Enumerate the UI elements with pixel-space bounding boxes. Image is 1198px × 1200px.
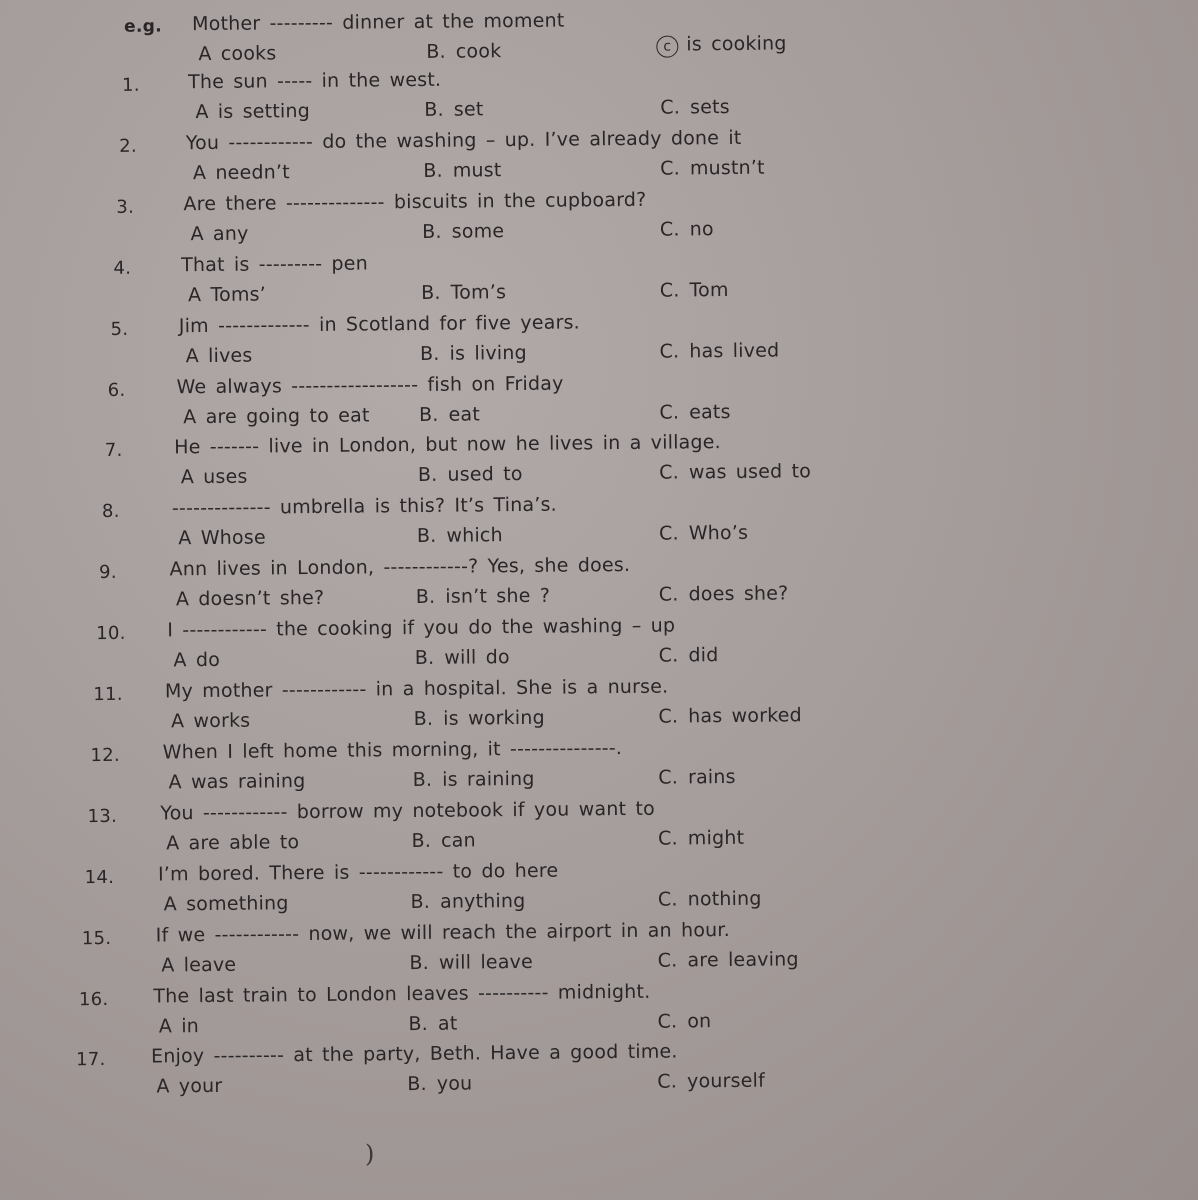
- question-stem: Ann lives in London, ------------? Yes, she does.: [169, 554, 631, 581]
- option-b: [418, 463, 523, 486]
- question-number: 15.: [81, 927, 112, 949]
- option-b: [410, 890, 525, 913]
- option-letter-c: C.: [658, 827, 678, 850]
- question-stem: He ------- live in London, but now he lives in a village.: [174, 431, 721, 459]
- option-a: A something: [163, 891, 289, 916]
- question-stem: My mother ------------ in a hospital. She is a nurse.: [164, 675, 669, 703]
- example-option-b: [426, 40, 501, 63]
- option-c: [658, 766, 736, 789]
- option-b: [421, 281, 506, 304]
- option-c: [659, 461, 811, 484]
- question-number: 4.: [113, 257, 132, 279]
- option-letter-c: C.: [659, 218, 680, 241]
- question-stem: You ------------ borrow my notebook if you want to: [160, 797, 655, 825]
- option-text: mustn’t: [689, 156, 765, 180]
- option-b: [423, 159, 501, 182]
- question-stem: -------------- umbrella is this? It’s Tina’s.: [171, 493, 557, 520]
- option-text: did: [688, 644, 719, 667]
- option-letter-b: B.: [422, 220, 442, 243]
- option-text: you: [436, 1072, 473, 1096]
- option-letter-c: C.: [657, 949, 678, 972]
- option-letter-b: B.: [424, 98, 444, 121]
- option-letter-b: B.: [416, 525, 437, 548]
- option-a: A any: [190, 222, 249, 245]
- option-letter-c: C.: [660, 157, 680, 180]
- option-text: is living: [449, 341, 527, 365]
- question-stem: You ------------ do the washing – up. I’ve already done it: [185, 126, 742, 155]
- option-b: [412, 829, 476, 852]
- option-text: sets: [689, 95, 730, 119]
- option-c: [659, 583, 789, 606]
- option-text: might: [687, 826, 745, 850]
- option-a: A Toms’: [187, 283, 267, 306]
- option-a: A works: [170, 709, 251, 733]
- circled-answer-mark: c: [656, 35, 678, 57]
- option-text: Who’s: [688, 522, 749, 545]
- option-c: [660, 96, 730, 119]
- question-number: 10.: [96, 622, 126, 645]
- option-letter-b: B.: [409, 951, 430, 974]
- option-letter-c: C.: [658, 766, 679, 789]
- option-a: A leave: [161, 953, 237, 977]
- question-number: 9.: [99, 562, 118, 584]
- option-c: [658, 704, 802, 727]
- option-c: [660, 339, 780, 362]
- example-option-c: [656, 32, 787, 57]
- option-letter-b: B.: [414, 646, 435, 670]
- option-a: A uses: [180, 466, 248, 489]
- option-a: A needn’t: [192, 161, 290, 185]
- option-c: [658, 948, 799, 971]
- option-text: eats: [689, 400, 731, 423]
- option-text: some: [451, 219, 505, 243]
- option-text: will leave: [438, 950, 534, 974]
- option-letter-b: B.: [411, 829, 432, 852]
- option-letter-c: C.: [657, 1070, 678, 1094]
- option-letter-c: C.: [658, 644, 679, 667]
- question-number: 3.: [116, 196, 135, 218]
- option-text: anything: [439, 889, 526, 913]
- question-stem: Are there -------------- biscuits in the cupboard?: [183, 188, 647, 216]
- question-stem: The sun ----- in the west.: [187, 68, 442, 94]
- option-a: A doesn’t she?: [175, 587, 325, 611]
- option-b: [407, 1073, 472, 1096]
- question-stem: That is --------- pen: [181, 252, 368, 276]
- option-letter-c: C.: [657, 888, 678, 911]
- option-c: [660, 157, 765, 180]
- option-a: A your: [156, 1075, 223, 1098]
- question-stem: We always ------------------ fish on Friday: [176, 372, 564, 398]
- option-text: on: [687, 1009, 712, 1032]
- option-text: has lived: [689, 339, 780, 362]
- option-text: Tom’s: [450, 280, 507, 304]
- option-letter-b: B.: [410, 890, 431, 913]
- option-c: [660, 218, 714, 241]
- question-stem: Jim ------------- in Scotland for five years.: [178, 311, 580, 337]
- option-a: A are going to eat: [183, 403, 370, 428]
- option-letter-b: B.: [418, 403, 439, 426]
- option-b: [420, 342, 527, 365]
- option-c: [657, 1070, 765, 1093]
- option-a: A was raining: [168, 769, 306, 794]
- question-number: 8.: [101, 501, 120, 523]
- option-c: [658, 827, 744, 850]
- option-letter-b: B.: [417, 464, 438, 487]
- question-number: 7.: [104, 440, 123, 462]
- option-text: is cooking: [686, 32, 787, 56]
- question-number: 13.: [87, 805, 118, 827]
- option-text: yourself: [686, 1070, 766, 1093]
- option-letter-c: C.: [659, 340, 680, 363]
- question-number: 11.: [93, 683, 124, 706]
- option-letter-c: C.: [658, 583, 679, 606]
- question-stem: The last train to London leaves ---------- midnight.: [153, 980, 651, 1008]
- example-stem: Mother --------- dinner at the moment: [191, 9, 565, 36]
- option-text: can: [441, 829, 476, 852]
- option-b: [415, 646, 510, 669]
- option-letter-c: C.: [660, 96, 681, 119]
- option-letter-b: B.: [412, 768, 433, 791]
- option-a: A lives: [185, 344, 253, 367]
- question-number: 17.: [76, 1049, 106, 1071]
- option-c: [659, 400, 730, 423]
- option-c: [659, 522, 748, 545]
- option-text: isn’t she ?: [445, 584, 551, 608]
- option-c: [658, 887, 762, 910]
- option-text: is working: [443, 706, 545, 730]
- example-label: e.g.: [124, 16, 163, 37]
- question-number: 6.: [107, 379, 126, 401]
- option-b: [409, 950, 533, 973]
- option-a: A do: [173, 648, 221, 672]
- option-letter-c: C.: [658, 522, 679, 545]
- option-text: are leaving: [687, 947, 799, 971]
- question-number: 5.: [110, 318, 129, 340]
- pen-mark: ): [365, 1140, 375, 1168]
- option-letter-b: B.: [423, 159, 443, 182]
- option-letter-c: C.: [657, 1010, 678, 1033]
- option-b: [408, 1012, 457, 1034]
- option-text: no: [689, 217, 714, 241]
- option-text: eat: [448, 402, 481, 426]
- option-letter-c: C.: [659, 461, 680, 485]
- question-number: 12.: [90, 744, 121, 767]
- question-number: 1.: [122, 74, 141, 96]
- option-letter-b: B.: [421, 281, 441, 304]
- question-stem: Enjoy ---------- at the party, Beth. Have a good time.: [150, 1040, 678, 1068]
- option-text: is raining: [442, 767, 535, 791]
- option-letter-b: B.: [415, 586, 436, 609]
- option-letter-b: B.: [420, 342, 440, 365]
- option-text: Tom: [689, 278, 729, 302]
- option-text: rains: [687, 765, 736, 789]
- question-item: [0, 1036, 1198, 1109]
- option-text: which: [446, 524, 503, 548]
- option-text: used to: [447, 463, 523, 487]
- option-letter-b: B.: [413, 707, 434, 731]
- example-option-a: A cooks: [198, 42, 277, 66]
- option-b: [416, 585, 550, 608]
- question-stem: When I left home this morning, it ---------------.: [162, 736, 623, 764]
- option-c: [657, 1010, 711, 1033]
- option-letter-b: B.: [408, 1012, 429, 1035]
- question-number: 14.: [84, 866, 115, 888]
- option-a: A is setting: [195, 100, 311, 124]
- option-text: will do: [444, 646, 510, 669]
- question-stem: I’m bored. There is ------------ to do here: [157, 859, 559, 886]
- question-stem: I ------------ the cooking if you do the washing – up: [167, 614, 676, 642]
- option-b: [413, 768, 535, 791]
- option-c: [660, 279, 729, 302]
- question-number: 2.: [119, 135, 138, 157]
- option-text: has worked: [688, 704, 802, 728]
- option-a: A Whose: [178, 526, 266, 550]
- option-b: [424, 98, 483, 121]
- option-text: cook: [455, 40, 502, 63]
- option-b: [414, 707, 545, 730]
- option-text: was used to: [688, 460, 812, 484]
- question-stem: If we ------------ now, we will reach the airport in an hour.: [155, 918, 730, 947]
- option-b: [419, 403, 480, 426]
- option-a: A are able to: [166, 830, 300, 855]
- option-letter-c: C.: [658, 705, 679, 728]
- option-b: [417, 524, 503, 547]
- option-letter-b: B.: [426, 40, 446, 63]
- option-letter-c: C.: [659, 400, 680, 424]
- option-text: at: [437, 1012, 458, 1035]
- option-text: set: [453, 98, 484, 121]
- option-letter-b: B.: [407, 1073, 427, 1096]
- question-number: 16.: [78, 988, 109, 1010]
- option-letter-c: C.: [659, 279, 680, 302]
- option-text: must: [452, 159, 502, 182]
- option-a: A in: [158, 1014, 200, 1037]
- option-b: [422, 220, 504, 243]
- option-text: nothing: [687, 887, 762, 911]
- option-c: [659, 644, 719, 667]
- option-text: does she?: [688, 582, 789, 606]
